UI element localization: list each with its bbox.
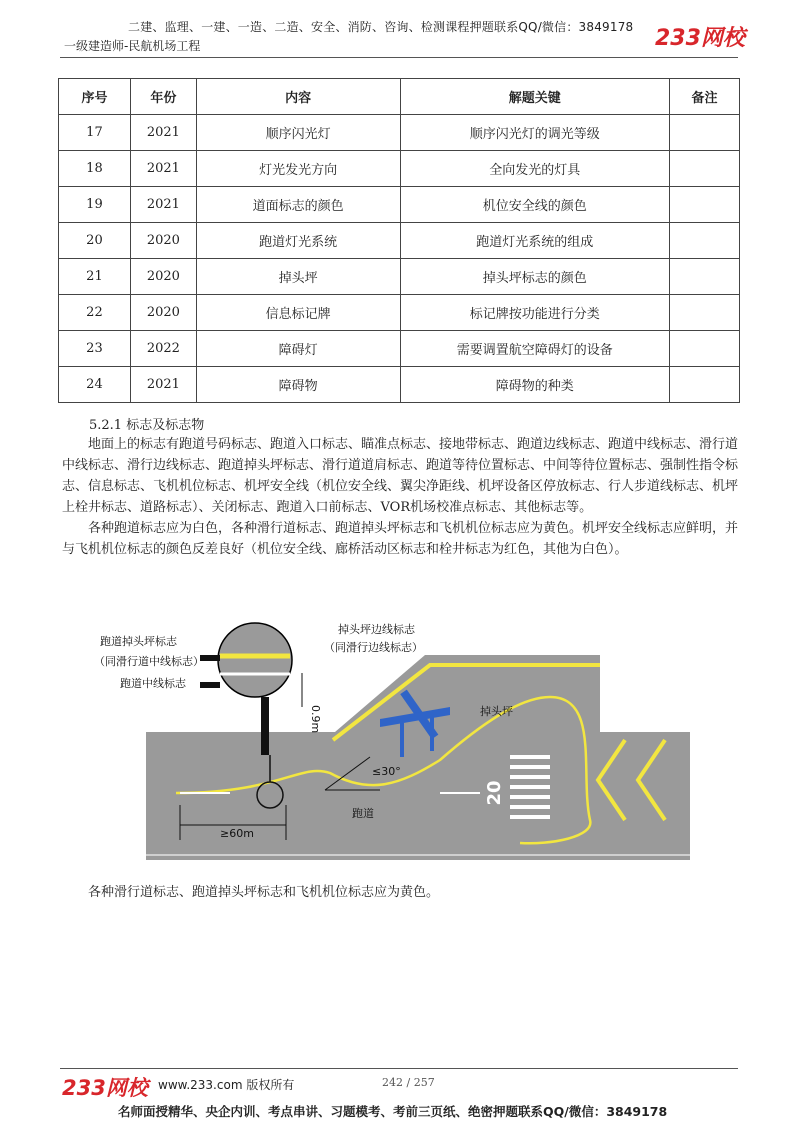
- cell-note: [670, 295, 740, 331]
- cell-key: 掉头坪标志的颜色: [400, 259, 670, 295]
- cell-year: 2022: [130, 331, 196, 367]
- cell-year: 2020: [130, 295, 196, 331]
- cell-content: 顺序闪光灯: [196, 115, 400, 151]
- cell-no: 23: [59, 331, 131, 367]
- table-row: [59, 295, 740, 331]
- header-logo: 233网校: [655, 26, 745, 51]
- table-row: [59, 115, 740, 151]
- cell-note: [670, 367, 740, 403]
- turnpad-marking-diagram: [80, 615, 700, 865]
- cell-note: [670, 259, 740, 295]
- col-header-content: 内容: [196, 79, 400, 115]
- label-turnpad: 掉头坪: [480, 705, 513, 718]
- width-dimension: 0.9m: [309, 705, 322, 734]
- cell-content: 信息标记牌: [196, 295, 400, 331]
- footer-copyright: www.233.com 版权所有: [158, 1078, 295, 1092]
- cell-year: 2021: [130, 367, 196, 403]
- cell-key: 机位安全线的颜色: [400, 187, 670, 223]
- cell-note: [670, 187, 740, 223]
- paragraph-yellow-markings: 各种滑行道标志、跑道掉头坪标志和飞机机位标志应为黄色。: [88, 885, 440, 900]
- cell-key: 顺序闪光灯的调光等级: [400, 115, 670, 151]
- label-same-taxi-center: （同滑行道中线标志）: [94, 655, 204, 668]
- angle-label: ≤30°: [372, 765, 401, 778]
- cell-note: [670, 223, 740, 259]
- table-row: [59, 223, 740, 259]
- label-turnpad-edge: 掉头坪边线标志: [338, 623, 415, 636]
- col-header-no: 序号: [59, 79, 131, 115]
- col-header-year: 年份: [130, 79, 196, 115]
- cell-year: 2020: [130, 259, 196, 295]
- label-same-taxi-edge: （同滑行边线标志）: [324, 641, 423, 654]
- cell-year: 2021: [130, 115, 196, 151]
- table-row: [59, 259, 740, 295]
- table-row: [59, 151, 740, 187]
- section-title: 5.2.1 标志及标志物: [89, 418, 205, 433]
- table-row: [59, 331, 740, 367]
- cell-no: 22: [59, 295, 131, 331]
- paragraph-marking-colors: 各种跑道标志应为白色，各种滑行道标志、跑道掉头坪标志和飞机机位标志应为黄色。机坪安全线标志应鲜明，并与飞机机位标志的颜色反差良好（机位安全线、廊桥活动区标志和栓井标志为红色，其他为白色）。: [62, 521, 739, 557]
- cell-key: 全向发光的灯具: [400, 151, 670, 187]
- cell-key: 跑道灯光系统的组成: [400, 223, 670, 259]
- label-runway-centerline: 跑道中线标志: [120, 677, 186, 690]
- cell-key: 标记牌按功能进行分类: [400, 295, 670, 331]
- cell-content: 障碍灯: [196, 331, 400, 367]
- cell-content: 道面标志的颜色: [196, 187, 400, 223]
- table-header-row: [59, 79, 740, 115]
- paragraph-marking-types: 地面上的标志有跑道号码标志、跑道入口标志、瞄准点标志、接地带标志、跑道边线标志、跑道中线标志、滑行道中线标志、滑行边线标志、跑道掉头坪标志、滑行道道肩标志、跑道等待位置标志、中间等待位置标志、强制性指令标志、信息标志、飞机机位标志、机坪安全线（机位安全线、翼尖净距线、机坪设备区停放标志、行人步道线标志、机坪上栓井标志、道路标志）、关闭标志、跑道入口前标志、VOR机场校准点标志、其他标志等。: [62, 437, 739, 515]
- cell-no: 24: [59, 367, 131, 403]
- footer-divider: [60, 1068, 738, 1069]
- footer-logo: 233网校: [62, 1076, 148, 1100]
- col-header-note: 备注: [670, 79, 740, 115]
- cell-key: 障碍物的种类: [400, 367, 670, 403]
- section-body: [62, 434, 738, 560]
- table-row: [59, 367, 740, 403]
- cell-year: 2021: [130, 187, 196, 223]
- cell-content: 掉头坪: [196, 259, 400, 295]
- magnifier-circle: [218, 623, 292, 697]
- header-subject: 一级建造师-民航机场工程: [64, 39, 201, 53]
- cell-content: 跑道灯光系统: [196, 223, 400, 259]
- figure-caption-text: [62, 882, 738, 903]
- label-turnpad-marking: 跑道掉头坪标志: [100, 635, 177, 648]
- col-header-key: 解题关键: [400, 79, 670, 115]
- cell-no: 19: [59, 187, 131, 223]
- header-contact-line: 二建、监理、一建、一造、二造、安全、消防、咨询、检测课程押题联系QQ/微信：3849178: [128, 20, 634, 34]
- cell-no: 21: [59, 259, 131, 295]
- footer-contact-line: 名师面授精华、央企内训、考点串讲、习题模考、考前三页纸、绝密押题联系QQ/微信：3849178: [118, 1104, 668, 1119]
- cell-key: 需要调置航空障碍灯的设备: [400, 331, 670, 367]
- label-runway: 跑道: [352, 807, 374, 820]
- cell-note: [670, 115, 740, 151]
- cell-content: 障碍物: [196, 367, 400, 403]
- page-number: 242 / 257: [382, 1076, 435, 1089]
- cell-note: [670, 151, 740, 187]
- runway-number: 20: [484, 780, 505, 806]
- cell-year: 2020: [130, 223, 196, 259]
- cell-note: [670, 331, 740, 367]
- cell-no: 17: [59, 115, 131, 151]
- table-row: [59, 187, 740, 223]
- exam-topics-table: [58, 78, 740, 403]
- cell-content: 灯光发光方向: [196, 151, 400, 187]
- distance-dimension: ≥60m: [220, 827, 254, 840]
- header-divider: [60, 57, 738, 58]
- magnifier-stem: [261, 697, 269, 755]
- cell-year: 2021: [130, 151, 196, 187]
- cell-no: 20: [59, 223, 131, 259]
- cell-no: 18: [59, 151, 131, 187]
